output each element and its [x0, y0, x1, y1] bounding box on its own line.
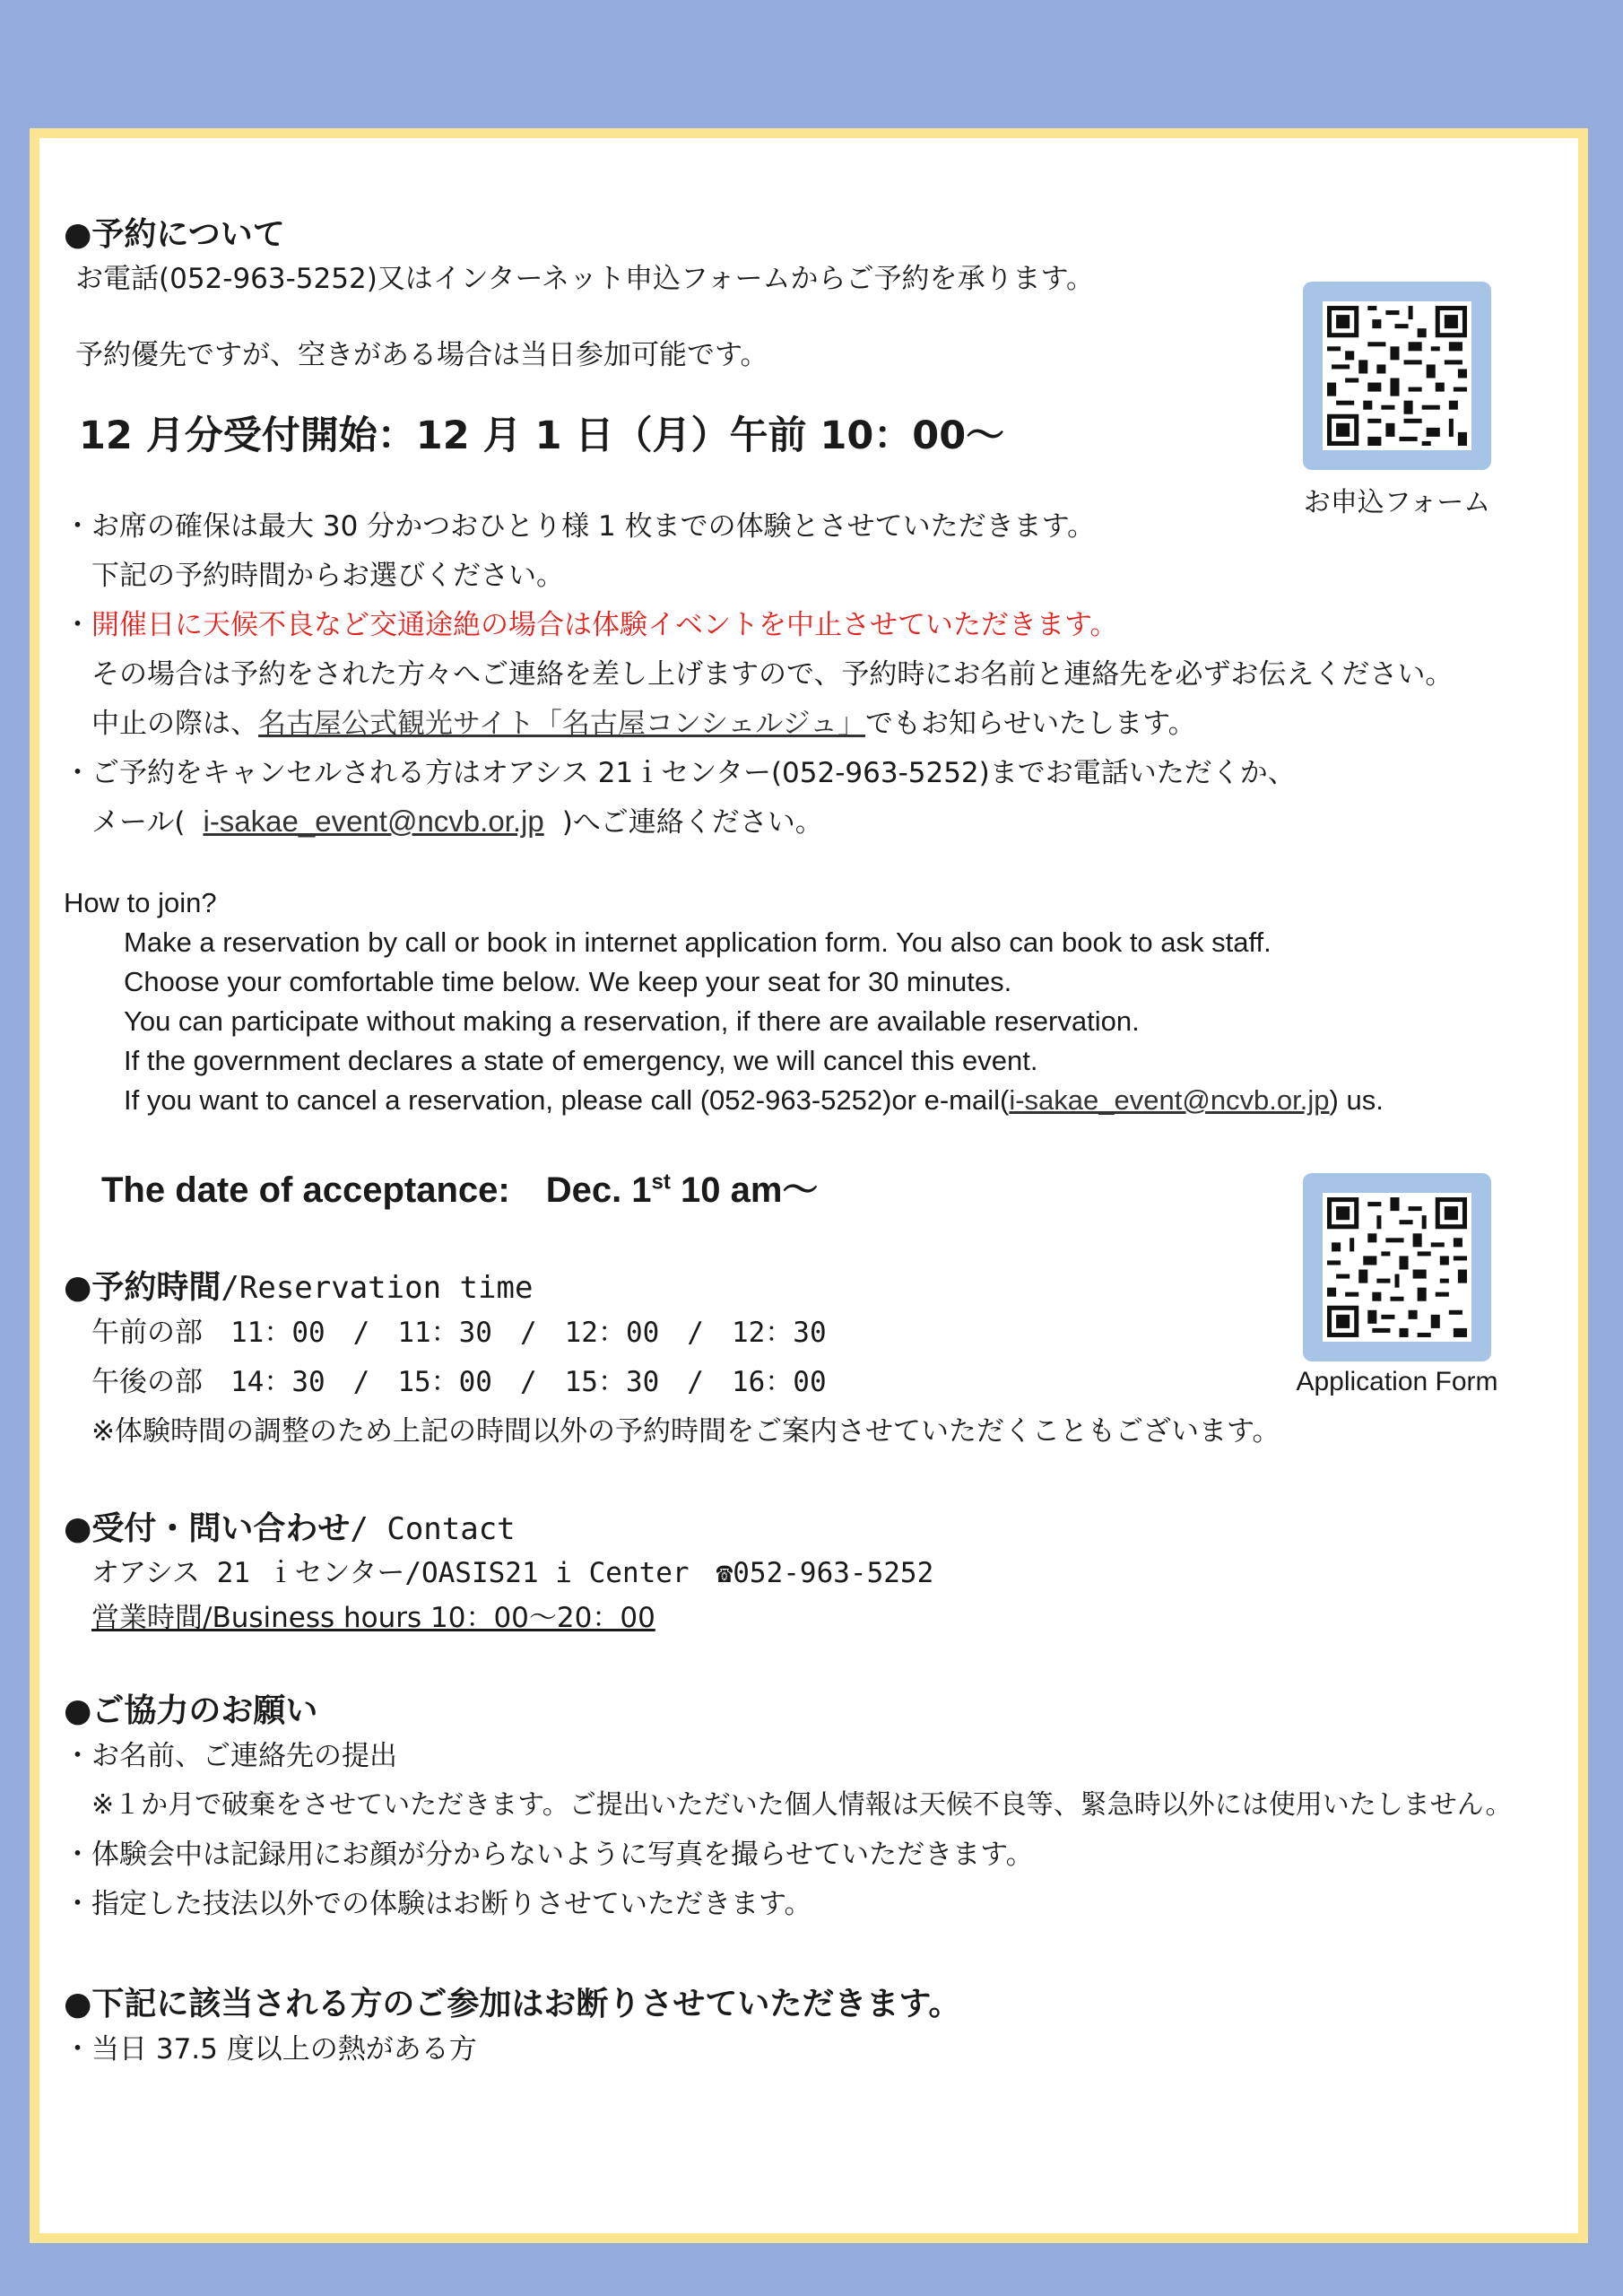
afternoon-times: 午後の部 14：30 / 15：00 / 15：30 / 16：00 [91, 1366, 827, 1398]
business-hours: 営業時間/Business hours 10：00～20：00 [91, 1602, 655, 1634]
acceptance-start-jp: 12 月分受付開始：12 月 1 日（月）午前 10：00～ [79, 413, 1005, 458]
en-line-3: You can participate without making a reservation, if there are available reservation. [124, 1005, 1140, 1037]
note-choose-time: 下記の予約時間からお選びください。 [91, 560, 564, 592]
en-cancel-post: ) us. [1329, 1084, 1384, 1116]
reservation-time-heading [64, 1262, 533, 1308]
en-cancel-pre: If you want to cancel a reservation, please call (052-963-5252)or e-mail( [124, 1084, 1010, 1116]
qr-code-application-form-jp[interactable] [1303, 282, 1491, 470]
coop-line-4: ・指定した技法以外での体験はお断りさせていただきます。 [64, 1888, 812, 1920]
note-cancel-call: ・ご予約をキャンセルされる方はオアシス 21ｉセンター(052-963-5252)までお電話いただくか、 [64, 757, 1296, 789]
email-pre: メール( [91, 806, 186, 839]
en-line-2: Choose your comfortable time below. We keep your seat for 30 minutes. [124, 966, 1012, 997]
morning-times: 午前の部 11：00 / 11：30 / 12：00 / 12：30 [91, 1317, 827, 1349]
acceptance-time: 10 am～ [670, 1170, 819, 1210]
note-site-notice [91, 700, 1196, 741]
acceptance-sup: st [651, 1170, 671, 1195]
note-cancellation-weather [64, 602, 1118, 642]
document-page [39, 138, 1578, 2233]
note-seat-limit: ・お席の確保は最大 30 分かつおひとり様 1 枚までの体験とさせていただきます。 [64, 510, 1096, 543]
acceptance-en [101, 1161, 818, 1213]
alert-text: 開催日に天候不良など交通途絶の場合は体験イベントを中止させていただきます。 [91, 609, 1118, 641]
email-link-en[interactable]: i-sakae_event@ncvb.or.jp [1009, 1084, 1330, 1116]
qr-caption-jp: お申込フォーム [1303, 487, 1491, 518]
document-frame [30, 128, 1588, 2243]
reservation-time-heading-jp: ●予約時間 [64, 1269, 221, 1306]
coop-line-3: ・体験会中は記録用にお顔が分からないように写真を撮らせていただきます。 [64, 1839, 1034, 1871]
acceptance-label: The date of acceptance: [101, 1170, 510, 1210]
time-adjust-note: ※体験時間の調整のため上記の時間以外の予約時間をご案内させていただくこともございます。 [91, 1415, 1280, 1448]
contact-center [91, 1550, 933, 1590]
note-cancel-email [91, 799, 823, 839]
contact-heading [64, 1503, 516, 1549]
note-site-post: でもお知らせいたします。 [865, 708, 1196, 740]
email-post: )へご連絡ください。 [561, 806, 823, 839]
contact-heading-jp: ●受付・問い合わせ [64, 1510, 351, 1547]
email-link-jp[interactable]: i-sakae_event@ncvb.or.jp [203, 804, 544, 838]
note-contact-notify: その場合は予約をされた方々へご連絡を差し上げますので、予約時にお名前と連絡先を必ずお伝えください。 [91, 658, 1454, 691]
note-site-pre: 中止の際は、 [91, 708, 258, 740]
phone-number[interactable]: ☎052-963-5252 [716, 1557, 934, 1589]
coop-line-1: ・お名前、ご連絡先の提出 [64, 1740, 397, 1772]
en-line-4: If the government declares a state of emergency, we will cancel this event. [124, 1045, 1038, 1076]
en-line-1: Make a reservation by call or book in internet application form. You also can book to ask staff. [124, 926, 1271, 958]
reservation-time-heading-en: /Reservation time [221, 1270, 534, 1306]
refusal-line-1: ・当日 37.5 度以上の熱がある方 [64, 2033, 477, 2066]
reservation-line-1: お電話(052-963-5252)又はインターネット申込フォームからご予約を承ります。 [75, 263, 1094, 295]
coop-line-2: ※１か月で破棄をさせていただきます。ご提出いただいた個人情報は天候不良等、緊急時以外には使用いたしません。 [91, 1789, 1513, 1821]
qr-code-application-form-en[interactable] [1303, 1173, 1491, 1361]
center-name: オアシス 21 ｉセンター/OASIS21 i Center [91, 1557, 690, 1589]
qr-code-icon [1323, 1193, 1471, 1342]
en-line-cancel [124, 1084, 1384, 1117]
qr-code-icon [1323, 301, 1471, 450]
nagoya-concierge-link[interactable]: 名古屋公式観光サイト「名古屋コンシェルジュ」 [258, 708, 866, 740]
bullet: ・ [64, 609, 91, 641]
refusal-heading: ●下記に該当される方のご参加はお断りさせていただきます。 [64, 1986, 961, 2022]
qr-caption-en: Application Form [1296, 1367, 1498, 1396]
reservation-heading: ●予約について [64, 216, 285, 253]
contact-heading-en: / Contact [350, 1511, 516, 1547]
acceptance-date: Dec. 1 [545, 1170, 652, 1210]
cooperation-heading: ●ご協力のお願い [64, 1692, 318, 1729]
how-to-join-heading: How to join? [64, 887, 217, 918]
reservation-line-2: 予約優先ですが、空きがある場合は当日参加可能です。 [75, 339, 768, 371]
